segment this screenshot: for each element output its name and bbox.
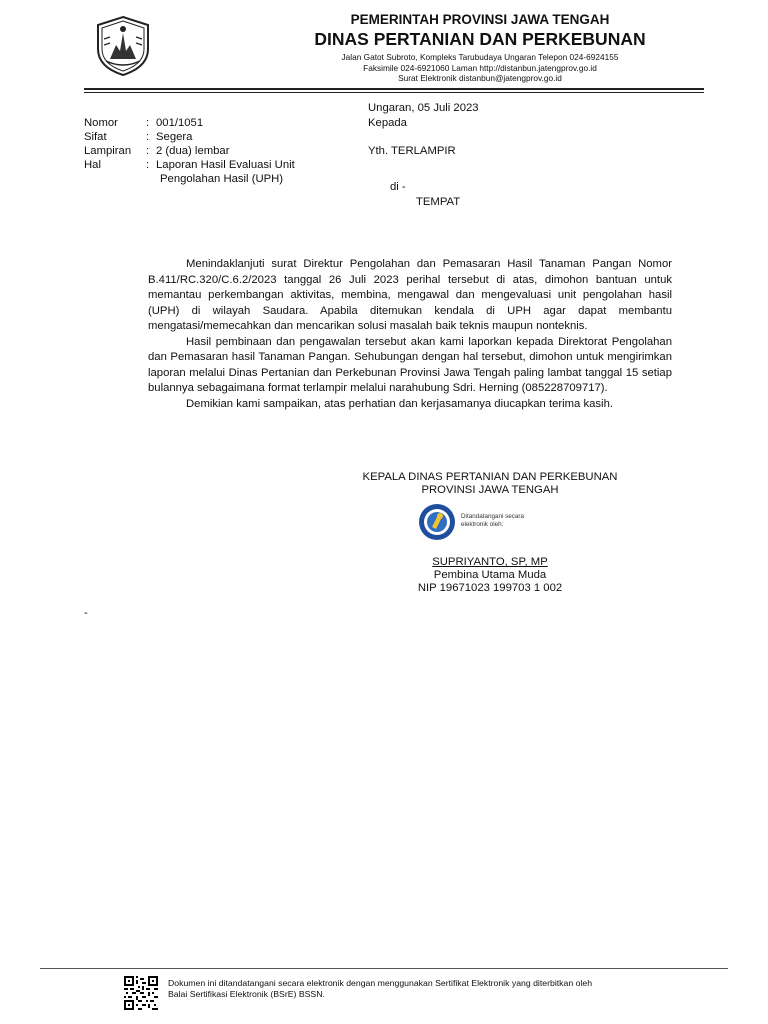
- addressee-place-label: di -: [390, 181, 406, 193]
- letter-date: Ungaran, 05 Juli 2023: [368, 102, 479, 114]
- addressee-place: TEMPAT: [416, 196, 461, 208]
- signatory-region: PROVINSI JAWA TENGAH: [421, 484, 559, 496]
- meta-value: 001/1051: [156, 117, 204, 129]
- meta-key: Sifat: [84, 131, 107, 143]
- stamp-text: [461, 513, 524, 528]
- meta-value: Segera: [156, 131, 193, 143]
- meta-key: Lampiran: [84, 145, 132, 157]
- letterhead-address: Jalan Gatot Subroto, Kompleks Tarubudaya Ungaran Telepon 024-6924155: [341, 52, 619, 62]
- meta-colon: :: [146, 145, 150, 157]
- letter-meta: [84, 116, 295, 186]
- body-paragraph: Hasil pembinaan dan pengawalan tersebut akan kami laporkan kepada Direktorat Pengolahan dan Pemasaran hasil Tanaman Pangan. Sehubungan dengan hal tersebut, dimohon untuk mengirimkan laporan melalui Dinas Pertanian dan Perkebunan Provinsi Jawa Tengah paling lambat tanggal 15 setiap bulannya sebagaimana format terlampir melalui narahubung Sdri. Herning (085228709717).: [148, 335, 672, 394]
- body-paragraph: Menindaklanjuti surat Direktur Pengolahan dan Pemasaran Hasil Tanaman Pangan Nomor B.411/RC.320/C.6.2/2023 tanggal 26 Juli 2023 perihal tersebut di atas, dimohon bantuan untuk memantau perkembangan aktivitas, membina, mengawal dan mengevaluasi unit pengolahan hasil (UPH) di wilayah Saudara. Apabila ditemukan kendala di UPH agar dapat membantu mengatasi/memecahkan dan mencarikan solusi masalah baik teknis maupun nonteknis.: [148, 258, 672, 332]
- signatory-name: SUPRIYANTO, SP, MP: [432, 556, 548, 568]
- meta-value: Pengolahan Hasil (UPH): [160, 173, 284, 185]
- letterhead-contact: [200, 52, 760, 84]
- footer-note: [168, 978, 592, 1000]
- signatory-nip: NIP 19671023 199703 1 002: [417, 582, 563, 594]
- addressee-label: Kepada: [368, 117, 407, 129]
- letterhead-rule-thin: [84, 92, 704, 93]
- body-paragraph: Demikian kami sampaikan, atas perhatian dan kerjasamanya diucapkan terima kasih.: [186, 397, 613, 410]
- stamp-line-1: Ditandatangani secara: [461, 513, 525, 520]
- letterhead-office: DINAS PERTANIAN DAN PERKEBUNAN: [314, 29, 646, 49]
- meta-colon: :: [146, 131, 150, 143]
- letterhead-email: Surat Elektronik distanbun@jatengprov.go.id: [398, 73, 562, 83]
- meta-colon: :: [146, 117, 150, 129]
- meta-value: 2 (dua) lembar: [156, 145, 230, 157]
- signatory-rank: Pembina Utama Muda: [433, 569, 547, 581]
- addressee: Yth. TERLAMPIR: [368, 145, 456, 157]
- dash-marker: -: [84, 607, 88, 619]
- bsre-seal-icon: [418, 503, 456, 541]
- letterhead-government: PEMERINTAH PROVINSI JAWA TENGAH: [350, 12, 610, 27]
- footer-line-1: Dokumen ini ditandatangani secara elektronik dengan menggunakan Sertifikat Elektronik yang diterbitkan oleh: [168, 978, 593, 988]
- footer-line-2: Balai Sertifikasi Elektronik (BSrE) BSSN.: [168, 989, 325, 999]
- meta-row-sifat: [84, 130, 295, 144]
- jawa-tengah-emblem-icon: [92, 15, 154, 77]
- letter-body: [148, 257, 672, 412]
- letterhead-fax: Faksimile 024-6921060 Laman http://distanbun.jatengprov.go.id: [363, 62, 597, 73]
- footer-rule: [40, 968, 728, 969]
- meta-value: Laporan Hasil Evaluasi Unit: [156, 159, 295, 171]
- qr-code-icon: [124, 976, 158, 1010]
- meta-row-lampiran: [84, 144, 295, 158]
- meta-key: Nomor: [84, 117, 118, 129]
- meta-colon: [146, 172, 156, 186]
- electronic-signature-stamp: [416, 502, 576, 544]
- meta-key: Hal: [84, 159, 101, 171]
- meta-row-hal: [84, 158, 295, 172]
- meta-key: [84, 172, 146, 186]
- meta-row-hal-continued: [84, 172, 295, 186]
- meta-colon: :: [146, 159, 150, 171]
- meta-row-nomor: [84, 116, 295, 130]
- stamp-line-2: elektronik oleh:: [461, 520, 504, 528]
- signatory-title: KEPALA DINAS PERTANIAN DAN PERKEBUNAN: [362, 471, 618, 483]
- letterhead-rule: [84, 88, 704, 90]
